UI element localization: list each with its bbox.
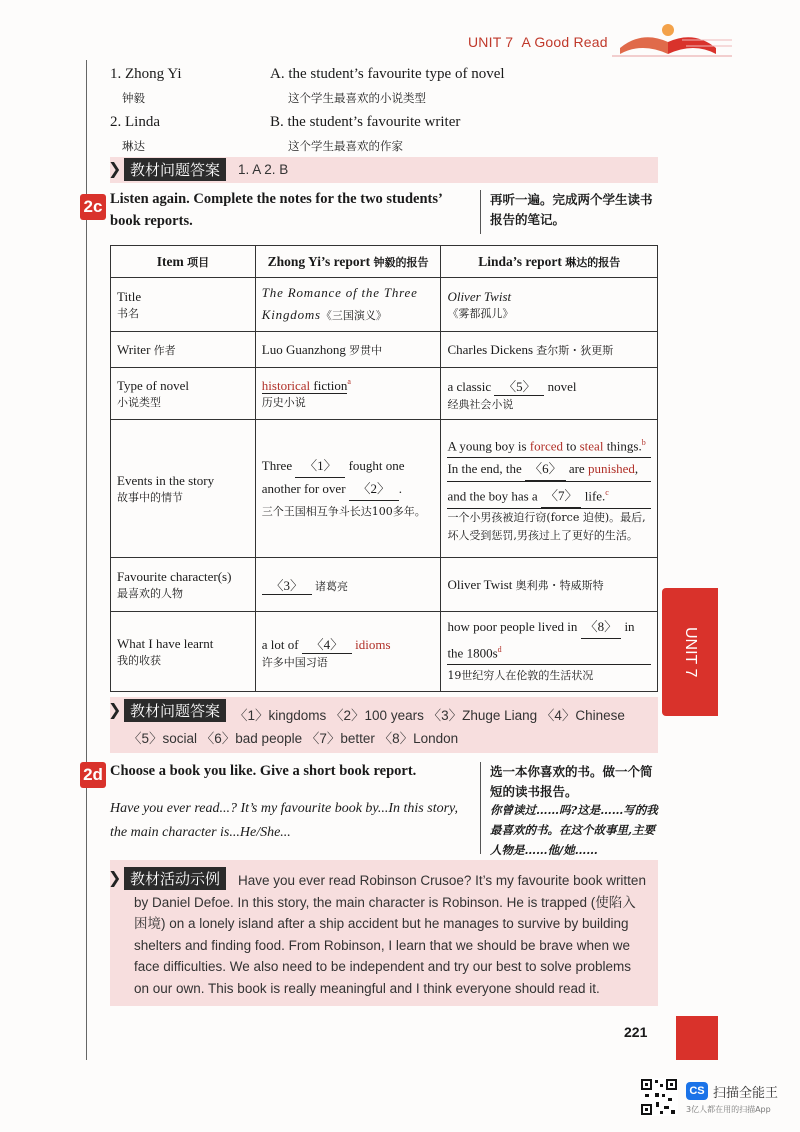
table-row bbox=[111, 420, 658, 558]
match-option-b: B. the student’s favourite writer bbox=[270, 114, 461, 130]
table-row bbox=[111, 558, 658, 612]
cell-zhong-learnt: a lot of 〈4〉 idioms 许多中国习语 bbox=[255, 612, 441, 692]
section-tag-2c: 2c bbox=[80, 194, 106, 220]
cell-linda-learnt: how poor people lived in 〈8〉 in the $1800s^d$ 19世纪穷人在伦敦的生活状况 bbox=[441, 612, 658, 692]
chevron-right-icon: ❯ bbox=[108, 700, 122, 719]
unit-title: A Good Read bbox=[521, 34, 608, 50]
unit-side-tab-label: UNIT 7 bbox=[682, 626, 699, 678]
instruction-2c-cn: 再听一遍。完成两个学生读书报告的笔记。 bbox=[490, 192, 653, 227]
answer-text-2-line1: 〈1〉kingdoms 〈2〉100 years 〈3〉Zhuge Liang 〈4〉Chinese bbox=[234, 708, 625, 723]
table-header-row bbox=[111, 246, 658, 278]
cell-linda-events: A young boy is forced to steal things.$^b$ In the end, the 〈6〉 are punished, and the boy has a 〈7〉 life.$^c$ 一个小男孩被迫行窃(force 迫使)。最后,坏人受到惩罚,男孩过上了更好的生活。 bbox=[441, 420, 658, 558]
blank-3: 〈3〉 bbox=[262, 575, 312, 595]
row-label-title: Title 书名 bbox=[111, 278, 256, 332]
cell-zhong-title: The Romance of the Three Kingdoms《三国演义》 bbox=[255, 278, 441, 332]
match-name-2: 2. Linda bbox=[110, 114, 160, 130]
match-name-1-cn: 钟毅 bbox=[122, 91, 145, 105]
chevron-right-icon: ❯ bbox=[108, 868, 122, 887]
cell-linda-title: Oliver Twist 《雾都孤儿》 bbox=[441, 278, 658, 332]
instruction-divider bbox=[480, 762, 481, 854]
match-option-a-cn: 这个学生最喜欢的小说类型 bbox=[288, 91, 426, 105]
table-row bbox=[111, 612, 658, 692]
prompt-2d-cn: 你曾读过……吗?这是……写的我最喜欢的书。在这个故事里,主要人物是……他/她…… bbox=[490, 803, 658, 857]
cell-linda-writer: Charles Dickens 查尔斯・狄更斯 bbox=[441, 332, 658, 368]
instruction-2d-cn: 选一本你喜欢的书。做一个简短的读书报告。 bbox=[490, 764, 653, 799]
instruction-divider bbox=[480, 190, 481, 234]
answer-label-1: 教材问题答案 bbox=[124, 158, 226, 181]
table-row bbox=[111, 278, 658, 332]
running-header bbox=[468, 34, 608, 50]
header-item: Item 项目 bbox=[111, 246, 256, 278]
example-label: 教材活动示例 bbox=[124, 867, 226, 890]
blank-5: 〈5〉 bbox=[494, 376, 544, 396]
blank-6: 〈6〉 bbox=[525, 458, 566, 481]
answer-text-1: 1. A 2. B bbox=[238, 162, 289, 177]
page-corner-tab bbox=[676, 1016, 718, 1060]
instruction-2d: Choose a book you like. Give a short book report. bbox=[110, 763, 417, 779]
camscanner-logo: CS bbox=[686, 1082, 708, 1100]
header-linda: Linda’s report 琳达的报告 bbox=[441, 246, 658, 278]
qr-code-icon bbox=[640, 1078, 678, 1116]
cell-zhong-writer: Luo Guanzhong 罗贯中 bbox=[255, 332, 441, 368]
cell-zhong-character: 〈3〉 诸葛亮 bbox=[255, 558, 441, 612]
unit-label: UNIT 7 bbox=[468, 34, 514, 50]
book-report-table bbox=[110, 245, 658, 692]
match-name-2-cn: 琳达 bbox=[122, 139, 145, 153]
blank-1: 〈1〉 bbox=[295, 455, 345, 478]
section-tag-2d: 2d bbox=[80, 762, 106, 788]
watermark-app-name: 扫描全能王 bbox=[713, 1086, 779, 1101]
page-number: 221 bbox=[624, 1024, 648, 1040]
blank-8: 〈8〉 bbox=[581, 616, 622, 639]
table-row bbox=[111, 368, 658, 420]
match-option-a: A. the student’s favourite type of novel bbox=[270, 66, 505, 82]
table-row bbox=[111, 332, 658, 368]
cell-linda-type: a classic 〈5〉 novel 经典社会小说 bbox=[441, 368, 658, 420]
answer-label-2: 教材问题答案 bbox=[124, 699, 226, 722]
row-label-type: Type of novel 小说类型 bbox=[111, 368, 256, 420]
answer-text-2-line2: 〈5〉social 〈6〉bad people 〈7〉better 〈8〉London bbox=[128, 731, 459, 746]
watermark-tagline: 3亿人都在用的扫描App bbox=[686, 1105, 771, 1114]
match-option-b-cn: 这个学生最喜欢的作家 bbox=[288, 139, 403, 153]
row-label-character: Favourite character(s) 最喜欢的人物 bbox=[111, 558, 256, 612]
row-label-writer: Writer 作者 bbox=[111, 332, 256, 368]
match-name-1: 1. Zhong Yi bbox=[110, 66, 182, 82]
row-label-learnt: What I have learnt 我的收获 bbox=[111, 612, 256, 692]
prompt-2d: Have you ever read...? It’s my favourite book by...In this story, the main character is...He/She... bbox=[110, 801, 458, 840]
example-text: Have you ever read Robinson Crusoe? It’s my favourite book written by Daniel Defoe. In this story, the main character is Robinson. He is trapped (使陷入困境) on a lonely island after a ship accident but he manages to survive by building shelters and finding food. From Robinson, I learn that we should be brave when we face difficulties. We also need to be independent and try our best to solve problems on our own. This book is really meaningful and I think everyone should read it. bbox=[134, 873, 646, 996]
row-label-events: Events in the story 故事中的情节 bbox=[111, 420, 256, 558]
chevron-right-icon: ❯ bbox=[108, 159, 122, 178]
blank-4: 〈4〉 bbox=[302, 634, 352, 654]
cell-zhong-events: Three 〈1〉 fought one another for over 〈2〉 . 三个王国相互争斗长达100多年。 bbox=[255, 420, 441, 558]
blank-7: 〈7〉 bbox=[541, 485, 582, 508]
book-emblem-icon bbox=[612, 20, 732, 58]
cell-zhong-type: historical fiction$^a$ 历史小说 bbox=[255, 368, 441, 420]
header-zhong: Zhong Yi’s report 钟毅的报告 bbox=[255, 246, 441, 278]
instruction-2c: Listen again. Complete the notes for the two students’ book reports. bbox=[110, 191, 442, 229]
cell-linda-character: Oliver Twist 奥利弗・特威斯特 bbox=[441, 558, 658, 612]
blank-2: 〈2〉 bbox=[349, 478, 399, 501]
